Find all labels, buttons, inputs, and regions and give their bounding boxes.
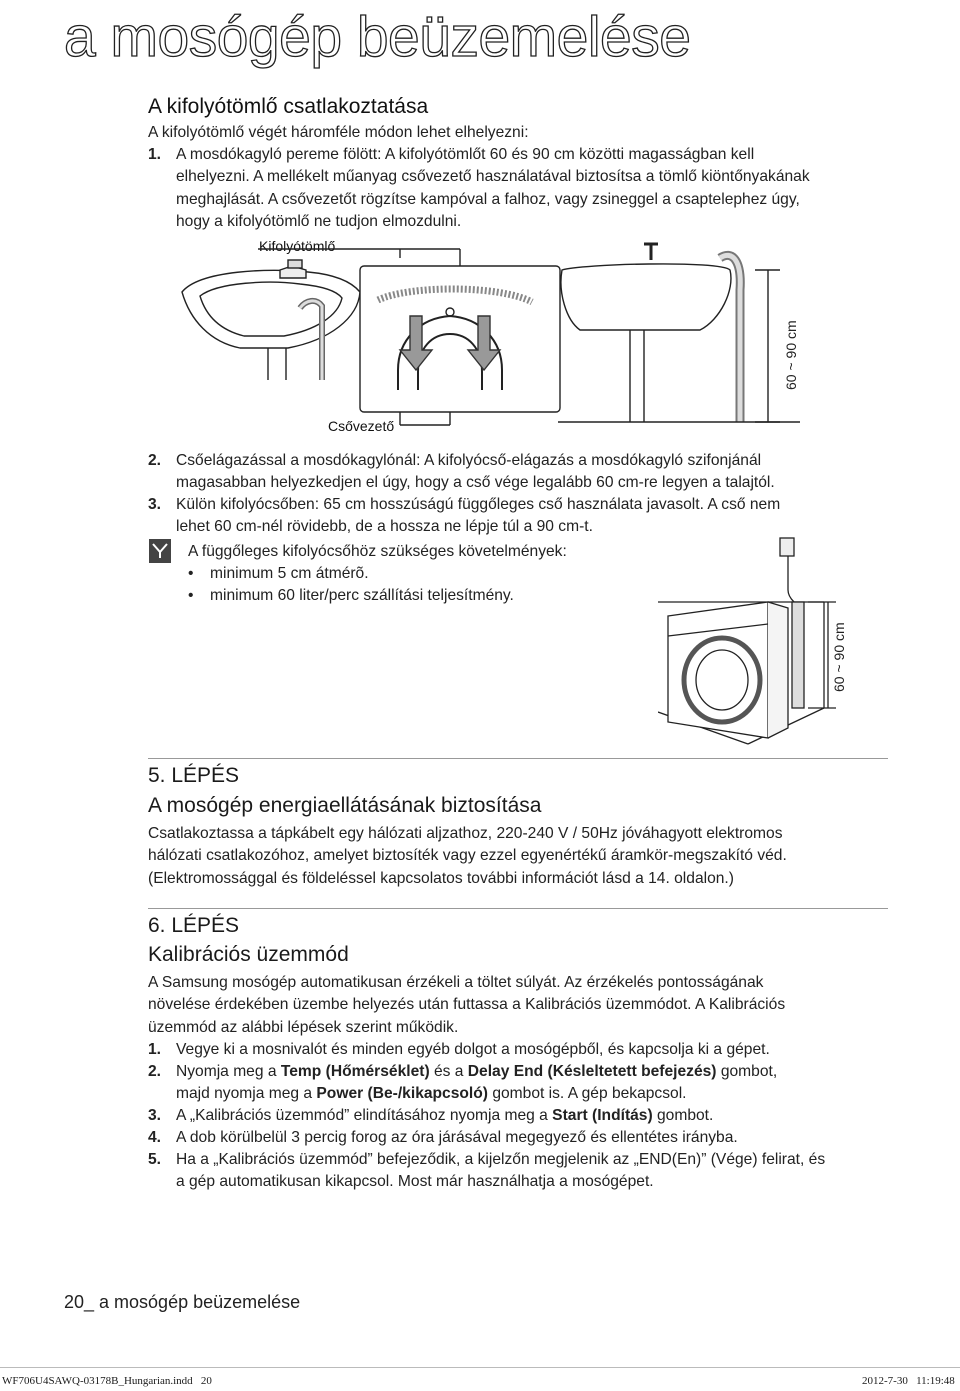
bullet-text: minimum 60 liter/perc szállítási teljesítmény. xyxy=(210,587,514,604)
step-6-label: 6. LÉPÉS xyxy=(148,914,240,937)
file-name: WF706U4SAWQ-03178B_Hungarian.indd 20 xyxy=(2,1375,212,1387)
bullet-text: minimum 5 cm átmérõ. xyxy=(210,565,369,582)
dimension-label: 60 ~ 90 cm xyxy=(831,622,847,692)
step-5-body: Csatlakoztassa a tápkábelt egy hálózati aljzathoz, 220-240 V / 50Hz jóváhagyott elektromos hálózati csatlakozóhoz, amelyet biztosíték vagy ezzel egyenértékű áramkör-megszakító véd. (Elektromossággal és földeléssel kapcsolatos további információt lásd a 14. oldalon.) xyxy=(148,825,787,887)
section-divider xyxy=(148,758,888,759)
item-line: 65 cm hosszúságú függőleges cső használata javasolt. A cső nem xyxy=(323,496,781,513)
item-line: magasabban helyezkedjen el úgy, hogy a cső vége legalább 60 cm-re legyen a talajtól. xyxy=(176,474,775,492)
page-number: 20_ a mosógép beüzemelése xyxy=(64,1292,301,1312)
footer-rule xyxy=(0,1367,960,1368)
calibration-step-3: 3. A „Kalibrációs üzemmód” elindításához nyomja meg a Start (Indítás) gombot. xyxy=(148,1107,714,1124)
calibration-step-2: 2. Nyomja meg a Temp (Hőmérséklet) és a Delay End (Késleltetett befejezés) gombot, majd nyomja meg a Power (Be-/kikapcsoló) gombot is. A gép bekapcsol. xyxy=(148,1063,778,1103)
item-lead: Csőelágazással a mosdókagylónál: xyxy=(176,452,421,469)
item-lead: A mosdókagyló pereme fölött: xyxy=(176,146,382,163)
calibration-step-4: 4. A dob körülbelül 3 percig forog az óra járásával megegyező és ellentétes irányba. xyxy=(148,1129,738,1146)
item-line: A kifolyócső-elágazás a mosdókagyló szifonjánál xyxy=(423,452,762,469)
item-number: 3. xyxy=(148,496,162,513)
note-icon xyxy=(148,538,172,564)
step-6-heading: Kalibrációs üzemmód xyxy=(148,943,349,966)
item-number: 1. xyxy=(148,146,162,163)
item-line: A kifolyótömlőt 60 és 90 cm közötti magasságban kell xyxy=(384,146,755,163)
label-guide: Csővezető xyxy=(328,418,395,434)
step-5-heading: A mosógép energiaellátásának biztosítása xyxy=(148,794,542,817)
washer-standpipe-illustration xyxy=(658,532,858,752)
item-number: 2. xyxy=(148,452,162,469)
step-6-intro: A Samsung mosógép automatikusan érzékeli a töltet súlyát. Az érzékelés pontosságának növelése érdekében üzembe helyezés után futtassa a Kalibrációs üzemmódot. A Kalibrációs üzemmód az alábbi lépések szerint működik. xyxy=(148,974,786,1036)
item-line: elhelyezni. A mellékelt műanyag csővezető használatával biztosítsa a tömlő kiöntőnyakának xyxy=(176,168,810,186)
step-5-label: 5. LÉPÉS xyxy=(148,764,240,787)
item-line: hogy a kifolyótömlő ne tudjon elmozdulni. xyxy=(176,213,462,231)
sink-hose-illustration xyxy=(160,230,820,440)
drain-intro: A kifolyótömlő végét háromféle módon lehet elhelyezni: xyxy=(148,124,529,141)
timestamp: 2012-7-30 11:19:48 xyxy=(862,1375,955,1387)
note-text: A függőleges kifolyócsőhöz szükséges követelmények: xyxy=(188,543,567,560)
note-bullet: • minimum 60 liter/perc szállítási teljesítmény. xyxy=(188,585,514,607)
calibration-step-5: 5. Ha a „Kalibrációs üzemmód” befejeződik, a kijelzőn megjelenik az „END(En)” (Vége) felirat, és a gép automatikusan kikapcsol. Most már használhatja a mosógépet. xyxy=(148,1151,826,1191)
calibration-step-1: 1. Vegye ki a mosnivalót és minden egyéb dolgot a mosógépből, és kapcsolja ki a gépet. xyxy=(148,1041,770,1058)
label-hose: Kifolyótömlő xyxy=(259,238,336,254)
drain-item-1 xyxy=(148,144,888,234)
page-title: a mosógép beüzemelése xyxy=(64,5,691,69)
dimension-label: 60 ~ 90 cm xyxy=(783,320,799,390)
item-line: lehet 60 cm-nél rövidebb, de a hossza ne lépje túl a 90 cm-t. xyxy=(176,518,593,536)
section-divider xyxy=(148,908,888,909)
item-lead: Külön kifolyócsőben: xyxy=(176,496,320,513)
item-line: meghajlását. A csővezetőt rögzítse kampóval a falhoz, vagy zsineggel a csaptelephez úgy, xyxy=(176,190,800,208)
section-heading-drain: A kifolyótömlő csatlakoztatása xyxy=(148,95,429,118)
drain-item-2 xyxy=(148,450,888,495)
note-bullet: • minimum 5 cm átmérõ. xyxy=(188,563,369,585)
